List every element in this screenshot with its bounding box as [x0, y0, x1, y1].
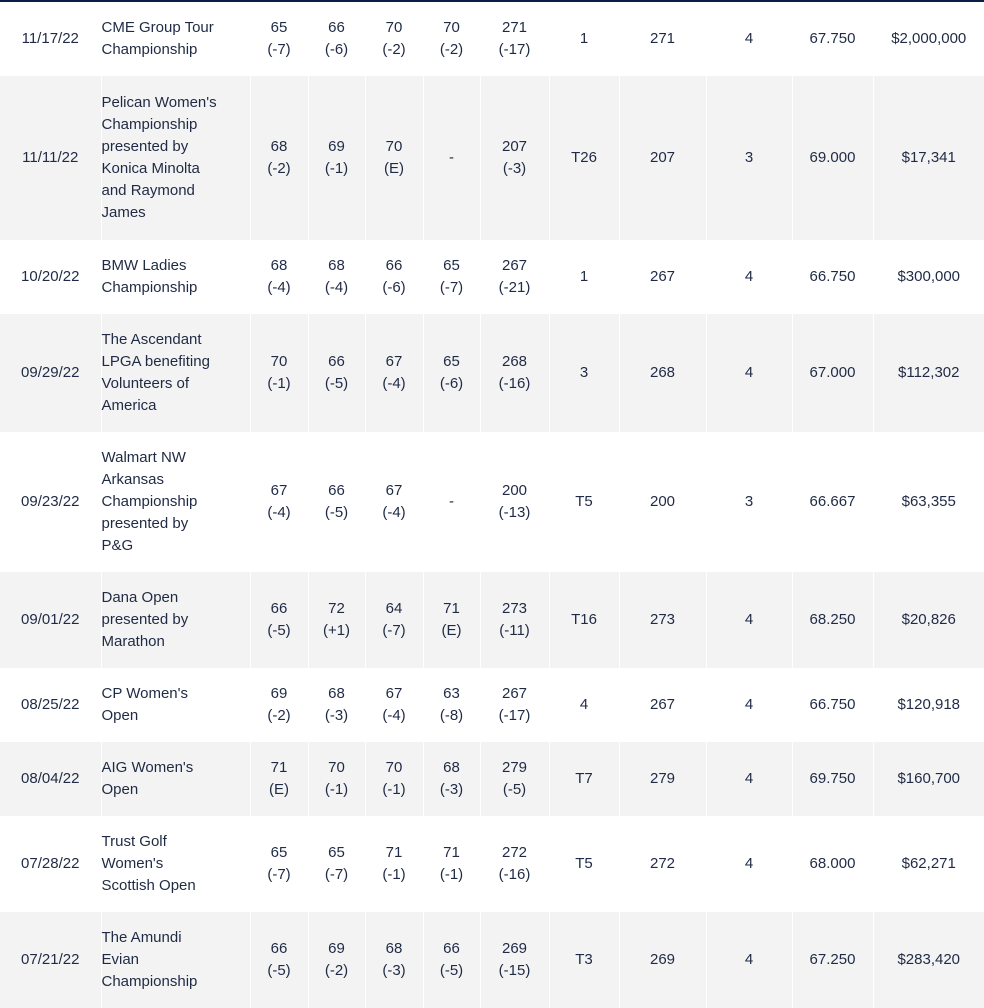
tournament-cell-line: BMW Ladies: [101, 257, 187, 274]
round-3-cell-line: 70: [385, 138, 403, 155]
tournament-cell[interactable]: [101, 314, 250, 432]
round-2-cell-line: (-7): [324, 866, 349, 883]
total-cell: [480, 240, 549, 314]
round-1-cell-line: (-7): [267, 41, 291, 58]
date-cell: 09/29/22: [0, 314, 101, 432]
round-1-cell-line: (-2): [267, 160, 291, 177]
round-4-cell: [423, 76, 480, 240]
round-1-cell-line: (-2): [267, 707, 291, 724]
round-3-cell: [365, 816, 423, 912]
tournament-cell-line: Open: [101, 707, 139, 724]
round-3-cell: [365, 314, 423, 432]
total-cell-line: (-15): [498, 962, 531, 979]
round-1-cell-line: 65: [270, 844, 288, 861]
rounds-cell: 4: [706, 240, 792, 314]
total-cell-line: 273: [501, 600, 528, 617]
strokes-cell: 279: [619, 742, 706, 816]
round-1-cell: [250, 912, 308, 1008]
strokes-cell: 273: [619, 572, 706, 668]
date-cell: 08/25/22: [0, 668, 101, 742]
round-4-cell-line: -: [449, 493, 454, 510]
rounds-cell: 4: [706, 912, 792, 1008]
total-cell-line: 271: [501, 19, 528, 36]
table-row: [0, 742, 984, 816]
tournament-cell-line: presented by: [101, 138, 189, 155]
date-cell: 10/20/22: [0, 240, 101, 314]
round-4-cell-line: 65: [443, 353, 460, 370]
scoring-average-cell: 68.250: [792, 572, 873, 668]
rounds-cell: 4: [706, 668, 792, 742]
tournament-cell[interactable]: [101, 2, 250, 76]
round-2-cell-line: (-5): [324, 504, 349, 521]
finish-cell: T16: [549, 572, 619, 668]
strokes-cell: 267: [619, 668, 706, 742]
round-4-cell-line: 65: [443, 257, 460, 274]
round-4-cell-line: (-3): [439, 781, 464, 798]
total-cell-line: 207: [501, 138, 528, 155]
round-3-cell-line: (-4): [382, 375, 406, 392]
finish-cell: 3: [549, 314, 619, 432]
round-3-cell-line: 66: [385, 257, 403, 274]
tournament-cell-line: Konica Minolta: [101, 160, 200, 177]
round-1-cell: [250, 432, 308, 572]
table-row: [0, 76, 984, 240]
official-money-cell: $2,000,000: [873, 2, 984, 76]
strokes-cell: 272: [619, 816, 706, 912]
round-3-cell-line: (-2): [382, 41, 406, 58]
round-4-cell-line: (E): [441, 622, 462, 639]
scoring-average-cell: 66.667: [792, 432, 873, 572]
round-1-cell-line: (-5): [267, 962, 291, 979]
round-2-cell: [308, 816, 365, 912]
tournament-cell-line: Arkansas: [101, 471, 165, 488]
round-4-cell-line: 71: [443, 844, 460, 861]
tournament-cell-line: Trust Golf: [101, 833, 167, 850]
round-2-cell-line: 69: [328, 138, 345, 155]
official-money-cell: $20,826: [873, 572, 984, 668]
round-1-cell: [250, 668, 308, 742]
tournament-cell-line: Championship: [101, 493, 198, 510]
total-cell-line: (-5): [502, 781, 527, 798]
results-body: [0, 2, 984, 1008]
round-1-cell-line: (-1): [267, 375, 291, 392]
round-1-cell: [250, 816, 308, 912]
total-cell-line: 268: [501, 353, 528, 370]
official-money-cell: $300,000: [873, 240, 984, 314]
scoring-average-cell: 66.750: [792, 668, 873, 742]
rounds-cell: 3: [706, 432, 792, 572]
round-3-cell-line: 68: [385, 940, 403, 957]
official-money-cell: $120,918: [873, 668, 984, 742]
total-cell: [480, 572, 549, 668]
table-row: [0, 816, 984, 912]
rounds-cell: 3: [706, 76, 792, 240]
round-4-cell-line: (-2): [439, 41, 464, 58]
round-4-cell: [423, 816, 480, 912]
round-3-cell-line: (-4): [382, 504, 406, 521]
date-cell: 09/23/22: [0, 432, 101, 572]
round-3-cell-line: 64: [385, 600, 403, 617]
date-cell: 09/01/22: [0, 572, 101, 668]
round-4-cell-line: (-1): [439, 866, 464, 883]
finish-cell: 1: [549, 240, 619, 314]
table-row: [0, 314, 984, 432]
round-4-cell-line: 63: [443, 685, 460, 702]
rounds-cell: 4: [706, 816, 792, 912]
total-cell-line: (-21): [498, 279, 531, 296]
round-2-cell-line: (-1): [324, 160, 349, 177]
round-3-cell-line: (-6): [382, 279, 406, 296]
round-3-cell-line: (-1): [382, 781, 406, 798]
finish-cell: T3: [549, 912, 619, 1008]
round-2-cell-line: 66: [328, 353, 345, 370]
finish-cell: T5: [549, 816, 619, 912]
round-4-cell-line: 66: [443, 940, 460, 957]
rounds-cell: 4: [706, 2, 792, 76]
tournament-cell-line: Evian: [101, 951, 140, 968]
round-2-cell-line: 65: [328, 844, 345, 861]
tournament-cell-line: LPGA benefiting: [101, 353, 210, 370]
strokes-cell: 269: [619, 912, 706, 1008]
rounds-cell: 4: [706, 742, 792, 816]
round-2-cell: [308, 742, 365, 816]
round-1-cell-line: (-4): [267, 279, 291, 296]
round-3-cell: [365, 76, 423, 240]
round-3-cell-line: 67: [385, 685, 403, 702]
table-row: [0, 572, 984, 668]
round-1-cell: [250, 572, 308, 668]
round-2-cell-line: 66: [328, 19, 345, 36]
tournament-cell-line: P&G: [101, 537, 134, 554]
total-cell: [480, 432, 549, 572]
tournament-cell-line: The Amundi: [101, 929, 182, 946]
round-1-cell: [250, 314, 308, 432]
round-4-cell: [423, 572, 480, 668]
tournament-cell-line: Open: [101, 781, 139, 798]
round-3-cell-line: (-7): [382, 622, 406, 639]
tournament-cell-line: presented by: [101, 611, 189, 628]
round-2-cell-line: (-3): [324, 707, 349, 724]
total-cell: [480, 76, 549, 240]
total-cell-line: 269: [501, 940, 528, 957]
round-2-cell: [308, 314, 365, 432]
round-3-cell: [365, 572, 423, 668]
round-2-cell-line: (-4): [324, 279, 349, 296]
round-4-cell-line: (-8): [439, 707, 464, 724]
round-3-cell: [365, 432, 423, 572]
total-cell: [480, 912, 549, 1008]
tournament-cell-line: Volunteers of: [101, 375, 190, 392]
finish-cell: T7: [549, 742, 619, 816]
tournament-cell-line: AIG Women's: [101, 759, 194, 776]
total-cell-line: 272: [501, 844, 528, 861]
round-1-cell: [250, 76, 308, 240]
total-cell-line: (-17): [498, 707, 531, 724]
round-4-cell: [423, 314, 480, 432]
round-2-cell: [308, 572, 365, 668]
round-2-cell-line: (-5): [324, 375, 349, 392]
scoring-average-cell: 68.000: [792, 816, 873, 912]
official-money-cell: $62,271: [873, 816, 984, 912]
scoring-average-cell: 66.750: [792, 240, 873, 314]
round-2-cell-line: 70: [328, 759, 345, 776]
scoring-average-cell: 67.750: [792, 2, 873, 76]
tournament-cell[interactable]: [101, 912, 250, 1008]
tournament-cell-line: Pelican Women's: [101, 94, 217, 111]
total-cell: [480, 742, 549, 816]
total-cell-line: (-13): [498, 504, 531, 521]
total-cell: [480, 314, 549, 432]
round-1-cell-line: (-4): [267, 504, 291, 521]
round-4-cell-line: (-6): [439, 375, 464, 392]
round-4-cell-line: 70: [443, 19, 460, 36]
round-1-cell-line: 68: [270, 138, 288, 155]
tournament-cell[interactable]: [101, 572, 250, 668]
round-2-cell-line: 66: [328, 482, 345, 499]
round-3-cell-line: 71: [385, 844, 403, 861]
tournament-cell-line: Scottish Open: [101, 877, 196, 894]
total-cell-line: (-16): [498, 866, 531, 883]
round-2-cell-line: (-6): [324, 41, 349, 58]
table-row: [0, 2, 984, 76]
official-money-cell: $160,700: [873, 742, 984, 816]
round-1-cell-line: (-5): [267, 622, 291, 639]
scoring-average-cell: 69.750: [792, 742, 873, 816]
round-3-cell-line: (E): [384, 160, 404, 177]
round-1-cell-line: (E): [269, 781, 289, 798]
tournament-cell[interactable]: [101, 240, 250, 314]
scoring-average-cell: 67.250: [792, 912, 873, 1008]
tournament-cell-line: James: [101, 204, 146, 221]
round-3-cell: [365, 668, 423, 742]
total-cell-line: 279: [501, 759, 528, 776]
round-1-cell-line: 66: [270, 940, 288, 957]
date-cell: 07/28/22: [0, 816, 101, 912]
tournament-cell[interactable]: [101, 816, 250, 912]
total-cell-line: 267: [501, 257, 528, 274]
tournament-cell-line: CP Women's: [101, 685, 189, 702]
tournament-cell[interactable]: [101, 76, 250, 240]
table-row: [0, 432, 984, 572]
round-1-cell: [250, 742, 308, 816]
round-4-cell-line: (-7): [439, 279, 464, 296]
finish-cell: T5: [549, 432, 619, 572]
table-row: [0, 912, 984, 1008]
round-4-cell-line: -: [449, 149, 454, 166]
finish-cell: 4: [549, 668, 619, 742]
round-2-cell-line: 68: [328, 257, 345, 274]
round-4-cell-line: 68: [443, 759, 460, 776]
round-1-cell-line: 71: [270, 759, 288, 776]
round-3-cell-line: 67: [385, 353, 403, 370]
round-4-cell: [423, 912, 480, 1008]
total-cell-line: (-17): [498, 41, 531, 58]
strokes-cell: 207: [619, 76, 706, 240]
round-3-cell: [365, 2, 423, 76]
round-3-cell: [365, 912, 423, 1008]
round-4-cell-line: 71: [443, 600, 460, 617]
round-1-cell-line: 66: [270, 600, 288, 617]
total-cell-line: (-16): [498, 375, 531, 392]
tournament-cell-line: America: [101, 397, 157, 414]
round-1-cell: [250, 2, 308, 76]
round-2-cell-line: (+1): [322, 622, 351, 639]
round-1-cell-line: 67: [270, 482, 288, 499]
round-4-cell: [423, 432, 480, 572]
rounds-cell: 4: [706, 314, 792, 432]
round-1-cell-line: 65: [270, 19, 288, 36]
tournament-cell-line: Championship: [101, 279, 198, 296]
round-2-cell: [308, 668, 365, 742]
total-cell-line: (-3): [502, 160, 527, 177]
round-3-cell: [365, 742, 423, 816]
round-3-cell-line: 67: [385, 482, 403, 499]
round-2-cell: [308, 432, 365, 572]
round-3-cell: [365, 240, 423, 314]
total-cell-line: 200: [501, 482, 528, 499]
round-4-cell-line: (-5): [439, 962, 464, 979]
round-3-cell-line: 70: [385, 759, 403, 776]
table-row: [0, 668, 984, 742]
official-money-cell: $63,355: [873, 432, 984, 572]
round-1-cell-line: 68: [270, 257, 288, 274]
tournament-cell[interactable]: [101, 742, 250, 816]
total-cell-line: 267: [501, 685, 528, 702]
tournament-cell-line: Dana Open: [101, 589, 179, 606]
round-3-cell-line: (-4): [382, 707, 406, 724]
tournament-cell-line: and Raymond: [101, 182, 195, 199]
tournament-cell-line: CME Group Tour: [101, 19, 214, 36]
official-money-cell: $283,420: [873, 912, 984, 1008]
round-2-cell: [308, 912, 365, 1008]
tournament-cell-line: Championship: [101, 116, 198, 133]
strokes-cell: 268: [619, 314, 706, 432]
tournament-cell[interactable]: [101, 668, 250, 742]
round-4-cell: [423, 2, 480, 76]
tournament-cell-line: The Ascendant: [101, 331, 202, 348]
total-cell: [480, 668, 549, 742]
table-row: [0, 240, 984, 314]
round-2-cell-line: 69: [328, 940, 345, 957]
round-2-cell: [308, 76, 365, 240]
round-2-cell: [308, 240, 365, 314]
round-1-cell-line: (-7): [267, 866, 291, 883]
strokes-cell: 267: [619, 240, 706, 314]
tournament-cell[interactable]: [101, 432, 250, 572]
scoring-average-cell: 69.000: [792, 76, 873, 240]
round-1-cell: [250, 240, 308, 314]
finish-cell: 1: [549, 2, 619, 76]
round-2-cell-line: (-1): [324, 781, 349, 798]
tournament-cell-line: Marathon: [101, 633, 165, 650]
strokes-cell: 271: [619, 2, 706, 76]
round-1-cell-line: 70: [270, 353, 288, 370]
date-cell: 08/04/22: [0, 742, 101, 816]
total-cell-line: (-11): [499, 622, 530, 639]
tournament-cell-line: presented by: [101, 515, 189, 532]
date-cell: 11/17/22: [0, 2, 101, 76]
round-2-cell-line: 68: [328, 685, 345, 702]
tournament-cell-line: Women's: [101, 855, 164, 872]
tournament-cell-line: Walmart NW: [101, 449, 186, 466]
tournament-cell-line: Championship: [101, 41, 198, 58]
round-4-cell: [423, 668, 480, 742]
tournament-results-table: [0, 2, 984, 1008]
tournament-cell-line: Championship: [101, 973, 198, 990]
round-3-cell-line: 70: [385, 19, 403, 36]
strokes-cell: 200: [619, 432, 706, 572]
scoring-average-cell: 67.000: [792, 314, 873, 432]
round-2-cell-line: (-2): [324, 962, 349, 979]
round-2-cell-line: 72: [328, 600, 345, 617]
official-money-cell: $112,302: [873, 314, 984, 432]
round-2-cell: [308, 2, 365, 76]
date-cell: 11/11/22: [0, 76, 101, 240]
round-3-cell-line: (-1): [382, 866, 406, 883]
finish-cell: T26: [549, 76, 619, 240]
total-cell: [480, 2, 549, 76]
round-3-cell-line: (-3): [382, 962, 406, 979]
round-4-cell: [423, 240, 480, 314]
round-1-cell-line: 69: [270, 685, 288, 702]
total-cell: [480, 816, 549, 912]
date-cell: 07/21/22: [0, 912, 101, 1008]
round-4-cell: [423, 742, 480, 816]
rounds-cell: 4: [706, 572, 792, 668]
official-money-cell: $17,341: [873, 76, 984, 240]
